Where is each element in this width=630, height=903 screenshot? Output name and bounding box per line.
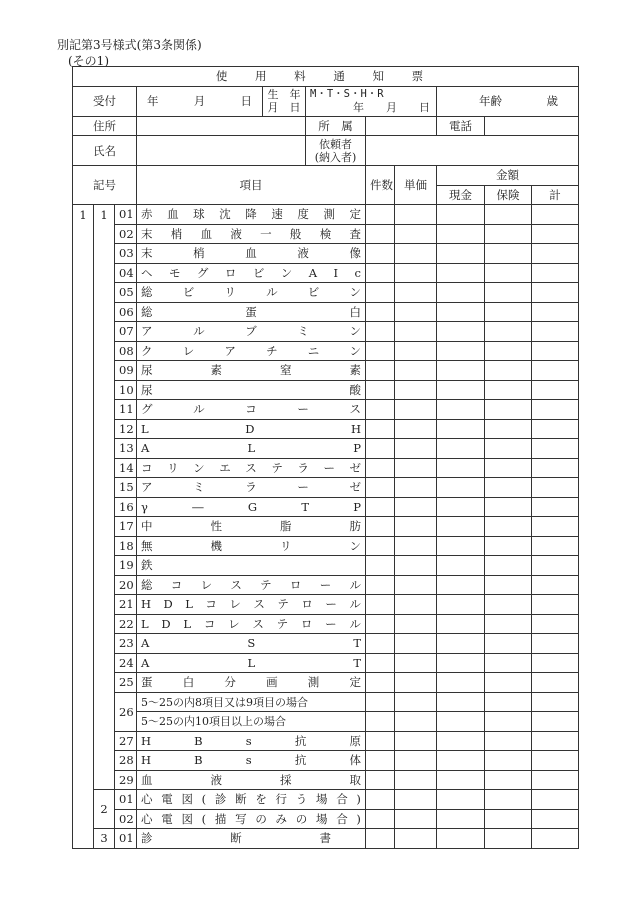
item-code: 23 (115, 634, 137, 654)
item-name: 血 液 採 取 (141, 772, 361, 787)
table-row (73, 283, 579, 303)
total-cell[interactable] (532, 556, 579, 576)
phone-label: 電話 (437, 116, 485, 136)
item-code: 19 (115, 556, 137, 576)
insurance-cell[interactable] (485, 712, 532, 732)
item-name: グ ル コ ー ス (141, 402, 361, 417)
cash-cell[interactable] (437, 770, 485, 790)
total-cell[interactable] (532, 653, 579, 673)
table-row (73, 263, 579, 283)
cash-cell[interactable] (437, 400, 485, 420)
cash-cell[interactable] (437, 497, 485, 517)
insurance-cell[interactable] (485, 458, 532, 478)
count-cell[interactable] (366, 263, 395, 283)
insurance-cell[interactable] (485, 536, 532, 556)
insurance-cell[interactable] (485, 380, 532, 400)
unit-price-cell[interactable] (395, 634, 437, 654)
cash-cell[interactable] (437, 224, 485, 244)
count-cell[interactable] (366, 283, 395, 303)
count-cell[interactable] (366, 575, 395, 595)
birthdate-field[interactable]: M・T・S・H・R 年 月 日 (306, 86, 437, 116)
total-cell[interactable] (532, 263, 579, 283)
item-code: 09 (115, 361, 137, 381)
usage-fee-notice-form (72, 66, 579, 849)
insurance-cell[interactable] (485, 341, 532, 361)
table-row (73, 400, 579, 420)
unit-price-cell[interactable] (395, 653, 437, 673)
unit-price-cell[interactable] (395, 458, 437, 478)
count-cell[interactable] (366, 419, 395, 439)
table-row (73, 751, 579, 771)
count-cell[interactable] (366, 673, 395, 693)
item-code: 01 (115, 205, 137, 225)
cash-cell[interactable] (437, 283, 485, 303)
item-code: 06 (115, 302, 137, 322)
item-code: 07 (115, 322, 137, 342)
insurance-cell[interactable] (485, 790, 532, 810)
table-row (73, 712, 579, 732)
affiliation-field[interactable] (366, 116, 437, 136)
cash-cell[interactable] (437, 517, 485, 537)
cash-cell[interactable] (437, 556, 485, 576)
item-name: 診 断 書 (141, 831, 331, 846)
item-name: ヘ モ グ ロ ビ ン A I c (141, 265, 361, 280)
item-name: 末 梢 血 液 像 (141, 246, 361, 261)
count-cell[interactable] (366, 653, 395, 673)
insurance-cell[interactable] (485, 419, 532, 439)
unit-price-cell[interactable] (395, 692, 437, 712)
table-row (73, 341, 579, 361)
insurance-cell[interactable] (485, 595, 532, 615)
item-name: H B s 抗 体 (141, 753, 361, 768)
unit-price-cell[interactable] (395, 439, 437, 459)
total-cell[interactable] (532, 809, 579, 829)
name-field[interactable] (137, 136, 306, 166)
count-cell[interactable] (366, 712, 395, 732)
table-row (73, 614, 579, 634)
count-header: 件数 (366, 166, 395, 205)
table-row (73, 439, 579, 459)
total-cell[interactable] (532, 634, 579, 654)
name-label: 氏名 (73, 136, 137, 166)
insurance-cell[interactable] (485, 770, 532, 790)
insurance-cell[interactable] (485, 322, 532, 342)
unit-price-cell[interactable] (395, 283, 437, 303)
table-row (73, 244, 579, 264)
count-cell[interactable] (366, 614, 395, 634)
item-name: ク レ ア チ ニ ン (141, 343, 361, 358)
item-code: 08 (115, 341, 137, 361)
table-row (73, 419, 579, 439)
item-name: 総 コ レ ス テ ロ ー ル (141, 577, 361, 592)
total-cell[interactable] (532, 224, 579, 244)
table-row (73, 829, 579, 849)
count-cell[interactable] (366, 224, 395, 244)
item-name: γ ― G T P (141, 499, 361, 514)
item-code: 18 (115, 536, 137, 556)
cash-cell[interactable] (437, 809, 485, 829)
cash-cell[interactable] (437, 575, 485, 595)
item-name: L D H (141, 421, 361, 436)
table-row (73, 809, 579, 829)
total-cell[interactable] (532, 205, 579, 225)
unit-price-cell[interactable] (395, 731, 437, 751)
count-cell[interactable] (366, 341, 395, 361)
count-cell[interactable] (366, 497, 395, 517)
count-cell[interactable] (366, 829, 395, 849)
amount-header: 金額 (437, 166, 579, 186)
insurance-cell[interactable] (485, 517, 532, 537)
affiliation-label: 所 属 (306, 116, 366, 136)
item-name: A S T (141, 636, 361, 651)
total-cell[interactable] (532, 517, 579, 537)
item-code: 14 (115, 458, 137, 478)
insurance-cell[interactable] (485, 809, 532, 829)
total-cell[interactable] (532, 322, 579, 342)
item-name-line: 5～25の内8項目又は9項目の場合 (137, 692, 366, 712)
total-cell[interactable] (532, 361, 579, 381)
unit-price-cell[interactable] (395, 829, 437, 849)
count-cell[interactable] (366, 556, 395, 576)
unit-price-cell[interactable] (395, 341, 437, 361)
item-code: 28 (115, 751, 137, 771)
item-name: 末 梢 血 液 一 般 検 査 (141, 226, 361, 241)
item-code: 22 (115, 614, 137, 634)
count-cell[interactable] (366, 244, 395, 264)
unit-price-cell[interactable] (395, 770, 437, 790)
total-cell[interactable] (532, 302, 579, 322)
total-cell[interactable] (532, 692, 579, 712)
item-code: 04 (115, 263, 137, 283)
cash-cell[interactable] (437, 653, 485, 673)
item-code: 01 (115, 790, 137, 810)
cash-cell[interactable] (437, 595, 485, 615)
insurance-cell[interactable] (485, 751, 532, 771)
item-code: 11 (115, 400, 137, 420)
item-code: 17 (115, 517, 137, 537)
item-code: 24 (115, 653, 137, 673)
unit-price-cell[interactable] (395, 419, 437, 439)
table-row (73, 790, 579, 810)
item-code: 05 (115, 283, 137, 303)
table-row (73, 478, 579, 498)
insurance-cell[interactable] (485, 634, 532, 654)
cash-cell[interactable] (437, 244, 485, 264)
unit-price-cell[interactable] (395, 595, 437, 615)
count-cell[interactable] (366, 400, 395, 420)
cash-cell[interactable] (437, 419, 485, 439)
cash-cell[interactable] (437, 361, 485, 381)
total-cell[interactable] (532, 458, 579, 478)
table-row (73, 653, 579, 673)
form-part-label: (その1) (68, 54, 109, 68)
unit-price-cell[interactable] (395, 712, 437, 732)
count-cell[interactable] (366, 731, 395, 751)
item-code: 10 (115, 380, 137, 400)
unit-price-cell[interactable] (395, 536, 437, 556)
item-code: 27 (115, 731, 137, 751)
cash-cell[interactable] (437, 205, 485, 225)
table-row (73, 380, 579, 400)
cash-cell[interactable] (437, 263, 485, 283)
table-row (73, 536, 579, 556)
total-cell[interactable] (532, 341, 579, 361)
item-name: 総 ビ リ ル ビ ン (141, 285, 361, 300)
cash-cell[interactable] (437, 692, 485, 712)
count-cell[interactable] (366, 517, 395, 537)
total-cell[interactable] (532, 614, 579, 634)
cash-cell[interactable] (437, 439, 485, 459)
unit-price-cell[interactable] (395, 205, 437, 225)
count-cell[interactable] (366, 380, 395, 400)
group-number: 1 (73, 205, 94, 849)
item-name: 尿 酸 (141, 382, 361, 397)
cash-cell[interactable] (437, 634, 485, 654)
item-code: 16 (115, 497, 137, 517)
unit-price-cell[interactable] (395, 361, 437, 381)
count-cell[interactable] (366, 634, 395, 654)
requester-label: 依頼者 (納入者) (306, 136, 366, 166)
requester-field[interactable] (366, 136, 579, 166)
cash-cell[interactable] (437, 731, 485, 751)
total-cell[interactable] (532, 829, 579, 849)
form-designation: 別記第3号様式(第3条関係) (57, 38, 202, 52)
insurance-header: 保険 (485, 185, 532, 205)
item-code: 01 (115, 829, 137, 849)
item-name: ア ミ ラ ー ゼ (141, 480, 361, 495)
table-row (73, 595, 579, 615)
item-name: A L T (141, 655, 361, 670)
item-code: 02 (115, 224, 137, 244)
cash-header: 現金 (437, 185, 485, 205)
address-field[interactable] (137, 116, 306, 136)
count-cell[interactable] (366, 692, 395, 712)
insurance-cell[interactable] (485, 302, 532, 322)
total-header: 計 (532, 185, 579, 205)
cash-cell[interactable] (437, 458, 485, 478)
item-code: 03 (115, 244, 137, 264)
unit-price-cell[interactable] (395, 517, 437, 537)
address-label: 住所 (73, 116, 137, 136)
count-cell[interactable] (366, 205, 395, 225)
insurance-cell[interactable] (485, 556, 532, 576)
item-code: 12 (115, 419, 137, 439)
unit-price-cell[interactable] (395, 790, 437, 810)
item-name: 総 蛋 白 (141, 304, 361, 319)
unit-price-cell[interactable] (395, 322, 437, 342)
insurance-cell[interactable] (485, 673, 532, 693)
item-code: 29 (115, 770, 137, 790)
cash-cell[interactable] (437, 751, 485, 771)
insurance-cell[interactable] (485, 283, 532, 303)
total-cell[interactable] (532, 497, 579, 517)
insurance-cell[interactable] (485, 692, 532, 712)
item-name: 心 電 図 ( 描 写 の み の 場 合 ) (141, 811, 361, 826)
unit-price-cell[interactable] (395, 400, 437, 420)
count-cell[interactable] (366, 439, 395, 459)
item-name: L D L コ レ ス テ ロ ー ル (141, 616, 361, 631)
insurance-cell[interactable] (485, 829, 532, 849)
table-row (73, 361, 579, 381)
cash-cell[interactable] (437, 790, 485, 810)
item-code: 21 (115, 595, 137, 615)
count-cell[interactable] (366, 458, 395, 478)
count-cell[interactable] (366, 790, 395, 810)
unit-price-cell[interactable] (395, 751, 437, 771)
unit-price-cell[interactable] (395, 673, 437, 693)
unit-price-cell[interactable] (395, 614, 437, 634)
insurance-cell[interactable] (485, 653, 532, 673)
subgroup-number: 1 (94, 205, 115, 790)
total-cell[interactable] (532, 751, 579, 771)
item-name: 心 電 図 ( 診 断 を 行 う 場 合 ) (141, 792, 361, 807)
insurance-cell[interactable] (485, 224, 532, 244)
unit-price-header: 単価 (395, 166, 437, 205)
count-cell[interactable] (366, 536, 395, 556)
item-name-line: 5～25の内10項目以上の場合 (137, 712, 366, 732)
total-cell[interactable] (532, 400, 579, 420)
subgroup-number: 3 (94, 829, 115, 849)
table-row (73, 575, 579, 595)
item-name: 鉄 (141, 558, 153, 573)
reception-label: 受付 (73, 86, 137, 116)
unit-price-cell[interactable] (395, 575, 437, 595)
phone-field[interactable] (485, 116, 579, 136)
table-row (73, 556, 579, 576)
total-cell[interactable] (532, 575, 579, 595)
cash-cell[interactable] (437, 536, 485, 556)
item-code: 15 (115, 478, 137, 498)
reception-date-field[interactable]: 年 月 日 (137, 86, 263, 116)
total-cell[interactable] (532, 419, 579, 439)
table-row (73, 673, 579, 693)
item-header: 項目 (137, 166, 366, 205)
cash-cell[interactable] (437, 478, 485, 498)
total-cell[interactable] (532, 673, 579, 693)
total-cell[interactable] (532, 380, 579, 400)
total-cell[interactable] (532, 770, 579, 790)
item-code: 25 (115, 673, 137, 693)
insurance-cell[interactable] (485, 614, 532, 634)
cash-cell[interactable] (437, 341, 485, 361)
table-row (73, 517, 579, 537)
unit-price-cell[interactable] (395, 497, 437, 517)
table-row (73, 770, 579, 790)
count-cell[interactable] (366, 770, 395, 790)
insurance-cell[interactable] (485, 361, 532, 381)
table-row (73, 224, 579, 244)
total-cell[interactable] (532, 595, 579, 615)
form-title: 使 用 料 通 知 票 (73, 67, 579, 87)
item-name: 無 機 リ ン (141, 538, 361, 553)
unit-price-cell[interactable] (395, 302, 437, 322)
count-cell[interactable] (366, 595, 395, 615)
cash-cell[interactable] (437, 614, 485, 634)
item-name: 赤 血 球 沈 降 速 度 測 定 (141, 207, 361, 222)
table-row (73, 458, 579, 478)
birthdate-label: 生 年 月 日 (263, 86, 306, 116)
cash-cell[interactable] (437, 322, 485, 342)
table-row (73, 634, 579, 654)
insurance-cell[interactable] (485, 263, 532, 283)
total-cell[interactable] (532, 712, 579, 732)
count-cell[interactable] (366, 751, 395, 771)
item-name: 蛋 白 分 画 測 定 (141, 675, 361, 690)
unit-price-cell[interactable] (395, 556, 437, 576)
code-header: 記号 (73, 166, 137, 205)
count-cell[interactable] (366, 478, 395, 498)
total-cell[interactable] (532, 790, 579, 810)
insurance-cell[interactable] (485, 439, 532, 459)
item-name: ア ル ブ ミ ン (141, 324, 361, 339)
count-cell[interactable] (366, 302, 395, 322)
count-cell[interactable] (366, 361, 395, 381)
table-row (73, 497, 579, 517)
age-field[interactable]: 年齢 歳 (437, 86, 579, 116)
item-code: 02 (115, 809, 137, 829)
insurance-cell[interactable] (485, 244, 532, 264)
item-name: H B s 抗 原 (141, 733, 361, 748)
table-row (73, 322, 579, 342)
unit-price-cell[interactable] (395, 263, 437, 283)
insurance-cell[interactable] (485, 497, 532, 517)
total-cell[interactable] (532, 478, 579, 498)
insurance-cell[interactable] (485, 205, 532, 225)
item-code: 13 (115, 439, 137, 459)
item-name: A L P (141, 441, 361, 456)
cash-cell[interactable] (437, 673, 485, 693)
unit-price-cell[interactable] (395, 224, 437, 244)
count-cell[interactable] (366, 809, 395, 829)
subgroup-number: 2 (94, 790, 115, 829)
unit-price-cell[interactable] (395, 380, 437, 400)
insurance-cell[interactable] (485, 400, 532, 420)
item-name: 尿 素 窒 素 (141, 363, 361, 378)
total-cell[interactable] (532, 439, 579, 459)
table-row (73, 731, 579, 751)
insurance-cell[interactable] (485, 575, 532, 595)
item-code: 20 (115, 575, 137, 595)
item-name: 中 性 脂 肪 (141, 519, 361, 534)
total-cell[interactable] (532, 244, 579, 264)
insurance-cell[interactable] (485, 478, 532, 498)
total-cell[interactable] (532, 283, 579, 303)
item-name: H D L コ レ ス テ ロ ー ル (141, 597, 361, 612)
unit-price-cell[interactable] (395, 809, 437, 829)
cash-cell[interactable] (437, 712, 485, 732)
cash-cell[interactable] (437, 829, 485, 849)
total-cell[interactable] (532, 731, 579, 751)
total-cell[interactable] (532, 536, 579, 556)
table-row (73, 692, 579, 712)
count-cell[interactable] (366, 322, 395, 342)
unit-price-cell[interactable] (395, 478, 437, 498)
item-code: 26 (115, 692, 137, 731)
cash-cell[interactable] (437, 380, 485, 400)
unit-price-cell[interactable] (395, 244, 437, 264)
cash-cell[interactable] (437, 302, 485, 322)
insurance-cell[interactable] (485, 731, 532, 751)
table-row (73, 205, 579, 225)
item-name: コ リ ン エ ス テ ラ ー ゼ (141, 460, 361, 475)
table-row (73, 302, 579, 322)
